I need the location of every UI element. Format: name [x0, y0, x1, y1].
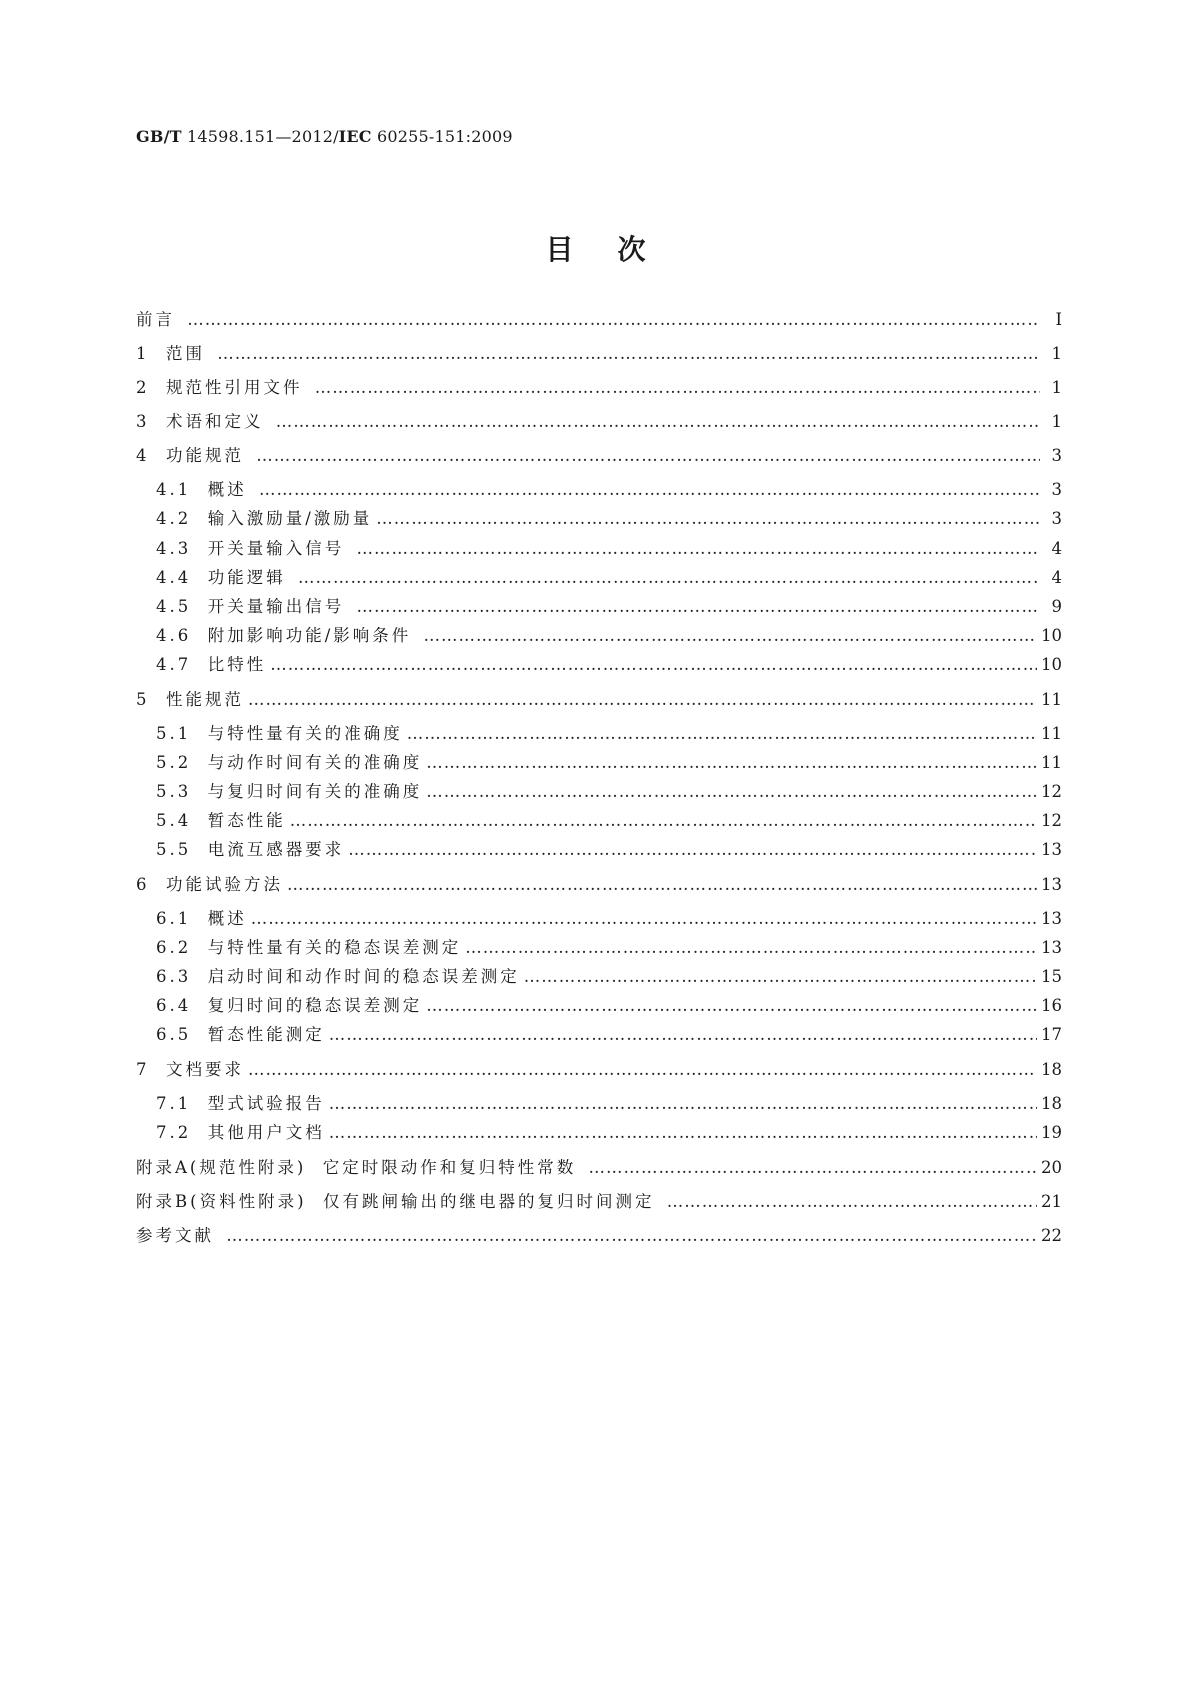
toc-entry-label: 功能试验方法 — [166, 875, 283, 894]
toc-leader-dots — [259, 480, 1040, 500]
toc-entry-label: 与特性量有关的准确度 — [207, 724, 403, 743]
toc-entry-number: 4 — [136, 446, 166, 465]
toc-entry-label: 功能规范 — [166, 446, 253, 465]
toc-entry-number: 6.2 — [156, 938, 208, 957]
toc-leader-dots — [217, 344, 1040, 364]
toc-entry-page: 12 — [1041, 782, 1062, 801]
toc-entry-page: 3 — [1051, 509, 1062, 528]
iec-prefix: IEC — [338, 127, 372, 146]
toc-entry-label: 概述 — [207, 909, 247, 928]
toc-entry-label: 复归时间的稳态误差测定 — [207, 996, 423, 1015]
toc-entry-number: 5.3 — [156, 782, 208, 801]
toc-entry-number: 1 — [136, 344, 166, 363]
toc-entry-page: 13 — [1041, 875, 1062, 894]
toc-entry[interactable] — [156, 749, 1062, 773]
toc-entry-number: 7 — [136, 1060, 166, 1079]
toc-entry[interactable] — [156, 593, 1062, 617]
toc-leader-dots — [329, 1123, 1037, 1143]
toc-entry[interactable] — [136, 340, 1062, 364]
toc-entry-page: 13 — [1041, 938, 1062, 957]
toc-entry[interactable] — [156, 836, 1062, 860]
toc-entry-number: 6.4 — [156, 996, 208, 1015]
toc-leader-dots — [315, 378, 1040, 398]
toc-entry-page: 11 — [1041, 690, 1062, 709]
toc-entry-label: 比特性 — [207, 655, 267, 674]
toc-entry[interactable] — [156, 535, 1062, 559]
toc-entry-number: 4.7 — [156, 655, 208, 674]
toc-entry[interactable] — [136, 374, 1062, 398]
toc-entry-page: 18 — [1041, 1094, 1062, 1113]
toc-entry[interactable] — [156, 934, 1062, 958]
toc-entry-page: 10 — [1041, 655, 1062, 674]
toc-leader-dots — [187, 310, 1040, 330]
toc-entry-number: 6.1 — [156, 909, 208, 928]
toc-entry[interactable] — [136, 408, 1062, 432]
toc-entry-number: 7.2 — [156, 1123, 208, 1142]
toc-entry-label: 输入激励量/激励量 — [207, 509, 373, 528]
toc-entry-number: 6.3 — [156, 967, 208, 986]
toc-entry-label: 范围 — [166, 344, 214, 363]
toc-entry[interactable] — [136, 1222, 1062, 1246]
toc-entry[interactable] — [156, 564, 1062, 588]
toc-entry-label: 附录B(资料性附录) 仅有跳闸输出的继电器的复归时间测定 — [136, 1192, 663, 1211]
toc-entry-label: 与动作时间有关的准确度 — [207, 753, 423, 772]
toc-entry-label: 功能逻辑 — [207, 568, 294, 587]
toc-entry[interactable] — [156, 905, 1062, 929]
toc-entry-label: 附加影响功能/影响条件 — [207, 626, 420, 645]
toc-entry-number: 4.6 — [156, 626, 208, 645]
toc-leader-dots — [348, 840, 1037, 860]
toc-leader-dots — [298, 568, 1040, 588]
toc-leader-dots — [589, 1158, 1037, 1178]
toc-entry-label: 电流互感器要求 — [207, 840, 345, 859]
toc-entry-page: Ⅰ — [1055, 310, 1062, 329]
toc-entry[interactable] — [156, 622, 1062, 646]
toc-entry-number: 5.1 — [156, 724, 208, 743]
document-header — [136, 127, 513, 146]
toc-entry-page: 11 — [1041, 724, 1062, 743]
toc-entry-page: 9 — [1051, 597, 1062, 616]
toc-entry[interactable] — [156, 476, 1062, 500]
toc-entry-number: 7.1 — [156, 1094, 208, 1113]
toc-entry-label: 附录A(规范性附录) 它定时限动作和复归特性常数 — [136, 1158, 585, 1177]
toc-leader-dots — [407, 724, 1037, 744]
toc-entry[interactable] — [136, 686, 1062, 710]
toc-leader-dots — [426, 782, 1037, 802]
toc-entry-page: 19 — [1041, 1123, 1062, 1142]
toc-entry-number: 2 — [136, 378, 166, 397]
toc-entry-page: 1 — [1051, 378, 1062, 397]
toc-entry-page: 13 — [1041, 909, 1062, 928]
toc-entry[interactable] — [156, 1119, 1062, 1143]
toc-entry-page: 16 — [1041, 996, 1062, 1015]
toc-leader-dots — [426, 996, 1037, 1016]
toc-entry-page: 21 — [1041, 1192, 1062, 1211]
toc-entry[interactable] — [156, 1021, 1062, 1045]
toc-entry-label: 文档要求 — [166, 1060, 244, 1079]
toc-entry[interactable] — [156, 505, 1062, 529]
toc-entry-label: 启动时间和动作时间的稳态误差测定 — [207, 967, 520, 986]
toc-leader-dots — [465, 938, 1037, 958]
toc-entry-number: 4.4 — [156, 568, 208, 587]
toc-entry[interactable] — [156, 778, 1062, 802]
toc-entry[interactable] — [156, 992, 1062, 1016]
toc-entry-number: 5 — [136, 690, 166, 709]
toc-entry-label: 暂态性能测定 — [207, 1025, 325, 1044]
toc-leader-dots — [251, 909, 1037, 929]
toc-leader-dots — [424, 626, 1037, 646]
toc-entry-number: 6 — [136, 875, 166, 894]
toc-entry-label: 前言 — [136, 310, 184, 329]
iec-number: 60255-151:2009 — [371, 127, 513, 146]
toc-leader-dots — [426, 753, 1037, 773]
toc-entry[interactable] — [136, 442, 1062, 466]
toc-entry-page: 3 — [1051, 480, 1062, 499]
standard-prefix: GB/T — [136, 127, 182, 146]
toc-leader-dots — [270, 655, 1037, 675]
toc-entry-label: 与特性量有关的稳态误差测定 — [207, 938, 462, 957]
toc-entry-label: 开关量输出信号 — [207, 597, 353, 616]
toc-entry-page: 22 — [1041, 1226, 1062, 1245]
toc-entry-page: 1 — [1051, 344, 1062, 363]
toc-entry-label: 开关量输入信号 — [207, 539, 353, 558]
toc-entry-number: 4.1 — [156, 480, 208, 499]
toc-entry-number: 5.5 — [156, 840, 208, 859]
toc-leader-dots — [248, 1060, 1037, 1080]
toc-entry-label: 型式试验报告 — [207, 1094, 325, 1113]
toc-entry[interactable] — [136, 1056, 1062, 1080]
toc-entry[interactable] — [156, 1090, 1062, 1114]
toc-entry[interactable] — [136, 871, 1062, 895]
toc-entry-number: 4.2 — [156, 509, 208, 528]
toc-entry-number: 4.3 — [156, 539, 208, 558]
toc-entry[interactable] — [156, 651, 1062, 675]
toc-entry-page: 3 — [1051, 446, 1062, 465]
toc-entry-page: 4 — [1051, 568, 1062, 587]
toc-leader-dots — [276, 412, 1040, 432]
toc-leader-dots — [356, 539, 1040, 559]
toc-entry-label: 暂态性能 — [207, 811, 286, 830]
toc-entry-number: 4.5 — [156, 597, 208, 616]
toc-entry[interactable] — [156, 720, 1062, 744]
toc-entry-page: 1 — [1051, 412, 1062, 431]
toc-entry-number: 6.5 — [156, 1025, 208, 1044]
toc-entry-page: 13 — [1041, 840, 1062, 859]
toc-leader-dots — [226, 1226, 1037, 1246]
toc-entry-label: 概述 — [207, 480, 255, 499]
toc-entry-page: 17 — [1041, 1025, 1062, 1044]
toc-entry-page: 18 — [1041, 1060, 1062, 1079]
toc-leader-dots — [290, 811, 1037, 831]
toc-entry-page: 12 — [1041, 811, 1062, 830]
toc-entry-label: 其他用户文档 — [207, 1123, 325, 1142]
toc-leader-dots — [256, 446, 1040, 466]
toc-entry-page: 20 — [1041, 1158, 1062, 1177]
toc-entry-label: 规范性引用文件 — [166, 378, 311, 397]
toc-leader-dots — [329, 1094, 1037, 1114]
toc-leader-dots — [524, 967, 1037, 987]
toc-entry-label: 与复归时间有关的准确度 — [207, 782, 423, 801]
toc-entry-label: 术语和定义 — [166, 412, 272, 431]
page-title: 目次 — [545, 233, 690, 266]
toc-leader-dots — [248, 690, 1037, 710]
toc-entry[interactable] — [156, 963, 1062, 987]
toc-entry-number: 5.2 — [156, 753, 208, 772]
toc-entry-page: 4 — [1051, 539, 1062, 558]
toc-entry[interactable] — [136, 306, 1062, 330]
toc-leader-dots — [356, 597, 1040, 617]
toc-entry-page: 15 — [1041, 967, 1062, 986]
toc-leader-dots — [287, 875, 1037, 895]
toc-leader-dots — [376, 509, 1040, 529]
toc-entry-label: 性能规范 — [166, 690, 244, 709]
toc-leader-dots — [329, 1025, 1037, 1045]
toc-entry[interactable] — [136, 1154, 1062, 1178]
standard-number: 14598.151—2012/ — [181, 127, 339, 146]
toc-entry[interactable] — [156, 807, 1062, 831]
toc-entry[interactable] — [136, 1188, 1062, 1212]
toc-entry-page: 10 — [1041, 626, 1062, 645]
toc-entry-number: 5.4 — [156, 811, 208, 830]
toc-entry-label: 参考文献 — [136, 1226, 223, 1245]
toc-leader-dots — [667, 1192, 1037, 1212]
toc-entry-number: 3 — [136, 412, 166, 431]
toc-entry-page: 11 — [1041, 753, 1062, 772]
